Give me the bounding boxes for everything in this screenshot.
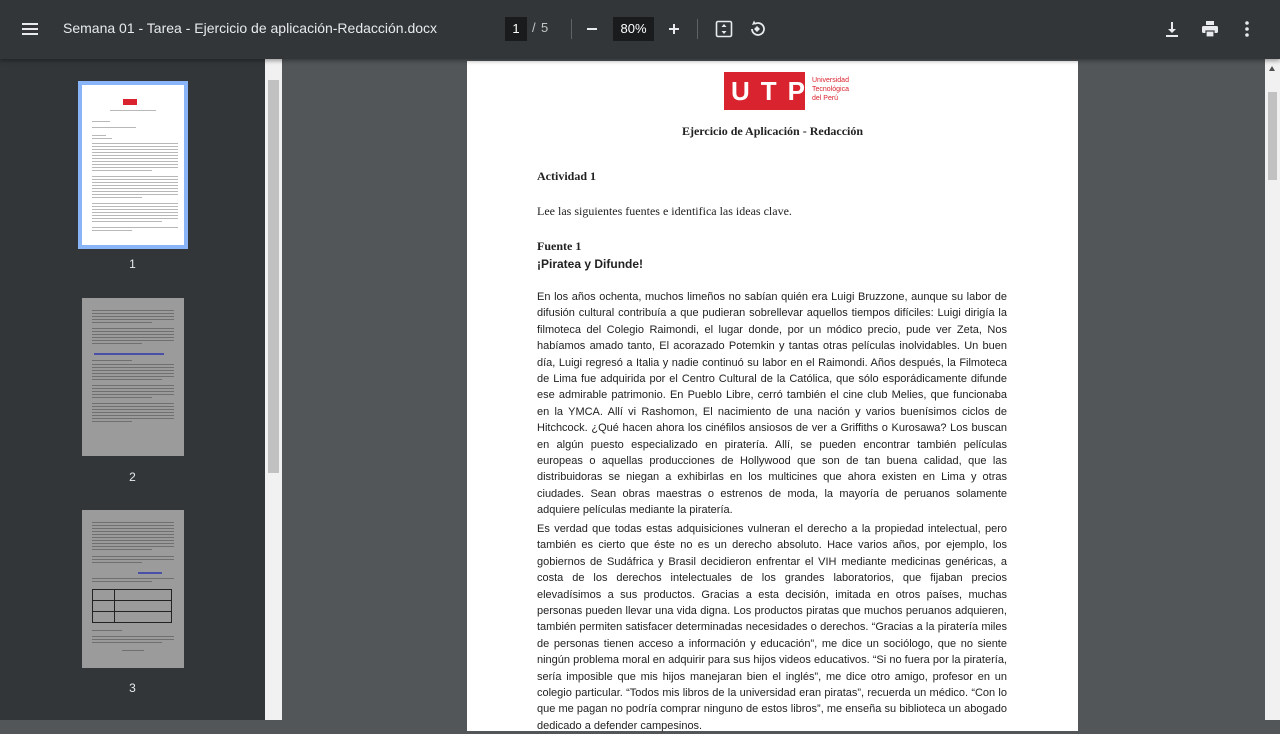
scroll-up-arrow-icon[interactable] xyxy=(1269,66,1275,71)
more-vert-icon[interactable] xyxy=(1235,17,1259,41)
page-thumbnail-3[interactable] xyxy=(82,510,184,668)
zoom-level-input[interactable]: 80% xyxy=(613,17,654,41)
rotate-icon[interactable] xyxy=(745,17,769,41)
download-icon[interactable] xyxy=(1160,17,1184,41)
page-thumbnail-2[interactable] xyxy=(82,298,184,456)
utp-logo xyxy=(724,72,854,110)
logo-letters: UTP xyxy=(724,72,805,110)
activity-heading: Actividad 1 xyxy=(537,169,597,183)
body-paragraph: En los años ochenta, muchos limeños no sabían quién era Luigi Bruzzone, aunque su labor de difusión cultural contribuía a que pudieran sobrellevar aquellos tiempos difíciles: Luigi dirigía la filmoteca del Colegio Raimondi, el lugar donde, por un módico precio, pude ver Zeta, Nos habíamos amado tanto, El acorazado Potemkin y tantas otras películas inolvidables. Un buen día, Luigi regresó a Italia y nadie continuó su labor en el Raimondi. Años después, la Filmoteca de Lima fue adquirida por el Centro Cultural de la Católica, que sólo esporádicamente difunde ese admirable patrimonio. En Pueblo Libre, cerró también el cine club Melies, que funcionaba en la YMCA. Allí vi Rashomon, El nacimiento de una nación y varios buenísimos ciclos de Hitchcock. ¿Qué hacen ahora los cinéfilos ansiosos de ver a Griffiths o Kurosawa? Los buscan en algún puesto especializado en piratería. Allí, se pueden encontrar también películas europeas o aquellas producciones de Hollywood que son de tan buena calidad, que las distribuidoras se niegan a exhibirlas en los multicines que ahora existen en Lima y otras ciudades. Sean obras maestras o estrenos de moda, la mayoría de peruanos solamente adquiere películas mediante la piratería. xyxy=(537,291,1007,517)
body-paragraph: Es verdad que todas estas adquisiciones vulneran el derecho a la propiedad intelectual, pero también es cierto que éste no es un derecho absoluto. Hace varios años, por ejemplo, los gobiernos de Sudáfrica y Brasil decidieron enfrentar el VIH mediante medicinas genéricas, a costa de los derechos intelectuales de los grandes laboratorios, que fijaban precios elevadísimos a sus productos. Gracias a esta decisión, imitada en otros países, muchas personas pueden llevar una vida digna. Los productos piratas que muchos peruanos adquieren, también permiten satisfacer determinadas necesidades o derechos. “Gracias a la piratería miles de personas tienen acceso a información y educación”, me dice un sociólogo, que no siente ningún problema moral en adquirir para sus hijos videos educativos. “Si no fuera por la piratería, sería imposible que mis hijos manejaran bien el inglés”, me dice otro amigo, profesor en un colegio particular. “Todos mis libros de la universidad eran piratas”, recuerda un médico. “Con lo que me pagan no podría comprar ninguno de estos libros”, me enseña su biblioteca un abogado dedicado a defender campesinos. xyxy=(537,523,1007,732)
document-heading: Ejercicio de Aplicación - Redacción xyxy=(681,124,864,138)
document-page xyxy=(467,61,1078,731)
print-icon[interactable] xyxy=(1198,17,1222,41)
menu-icon[interactable] xyxy=(18,17,44,41)
page-thumbnail-1[interactable] xyxy=(78,81,188,249)
document-scrollbar-thumb[interactable] xyxy=(1268,92,1277,180)
source-heading: Fuente 1 xyxy=(537,239,582,253)
thumbnail-sidebar xyxy=(0,59,265,720)
document-title: Semana 01 - Tarea - Ejercicio de aplicación-Redacción.docx xyxy=(63,20,438,36)
thumb-highlight xyxy=(138,572,162,574)
thumbnail-label: 2 xyxy=(129,470,136,484)
fit-page-icon[interactable] xyxy=(712,17,736,41)
thumbnail-label: 3 xyxy=(129,681,136,695)
zoom-out-icon[interactable] xyxy=(580,17,604,41)
thumbnail-label: 1 xyxy=(129,257,136,271)
thumb-table xyxy=(92,589,172,623)
page-number-input[interactable]: 1 xyxy=(505,17,527,41)
instruction-text: Lee las siguientes fuentes e identifica las ideas clave. xyxy=(537,204,792,218)
zoom-in-icon[interactable] xyxy=(662,17,686,41)
source-title: ¡Piratea y Difunde! xyxy=(537,257,644,271)
sidebar-scrollbar-thumb[interactable] xyxy=(268,80,279,473)
page-separator: / xyxy=(532,20,536,35)
toolbar-divider xyxy=(571,19,572,39)
pdf-toolbar xyxy=(0,0,1280,59)
page-total: 5 xyxy=(541,20,549,35)
thumb-logo xyxy=(123,99,137,105)
logo-caption: Universidad Tecnológica del Perú xyxy=(812,77,849,102)
thumb-highlight xyxy=(94,353,164,355)
toolbar-divider xyxy=(697,19,698,39)
